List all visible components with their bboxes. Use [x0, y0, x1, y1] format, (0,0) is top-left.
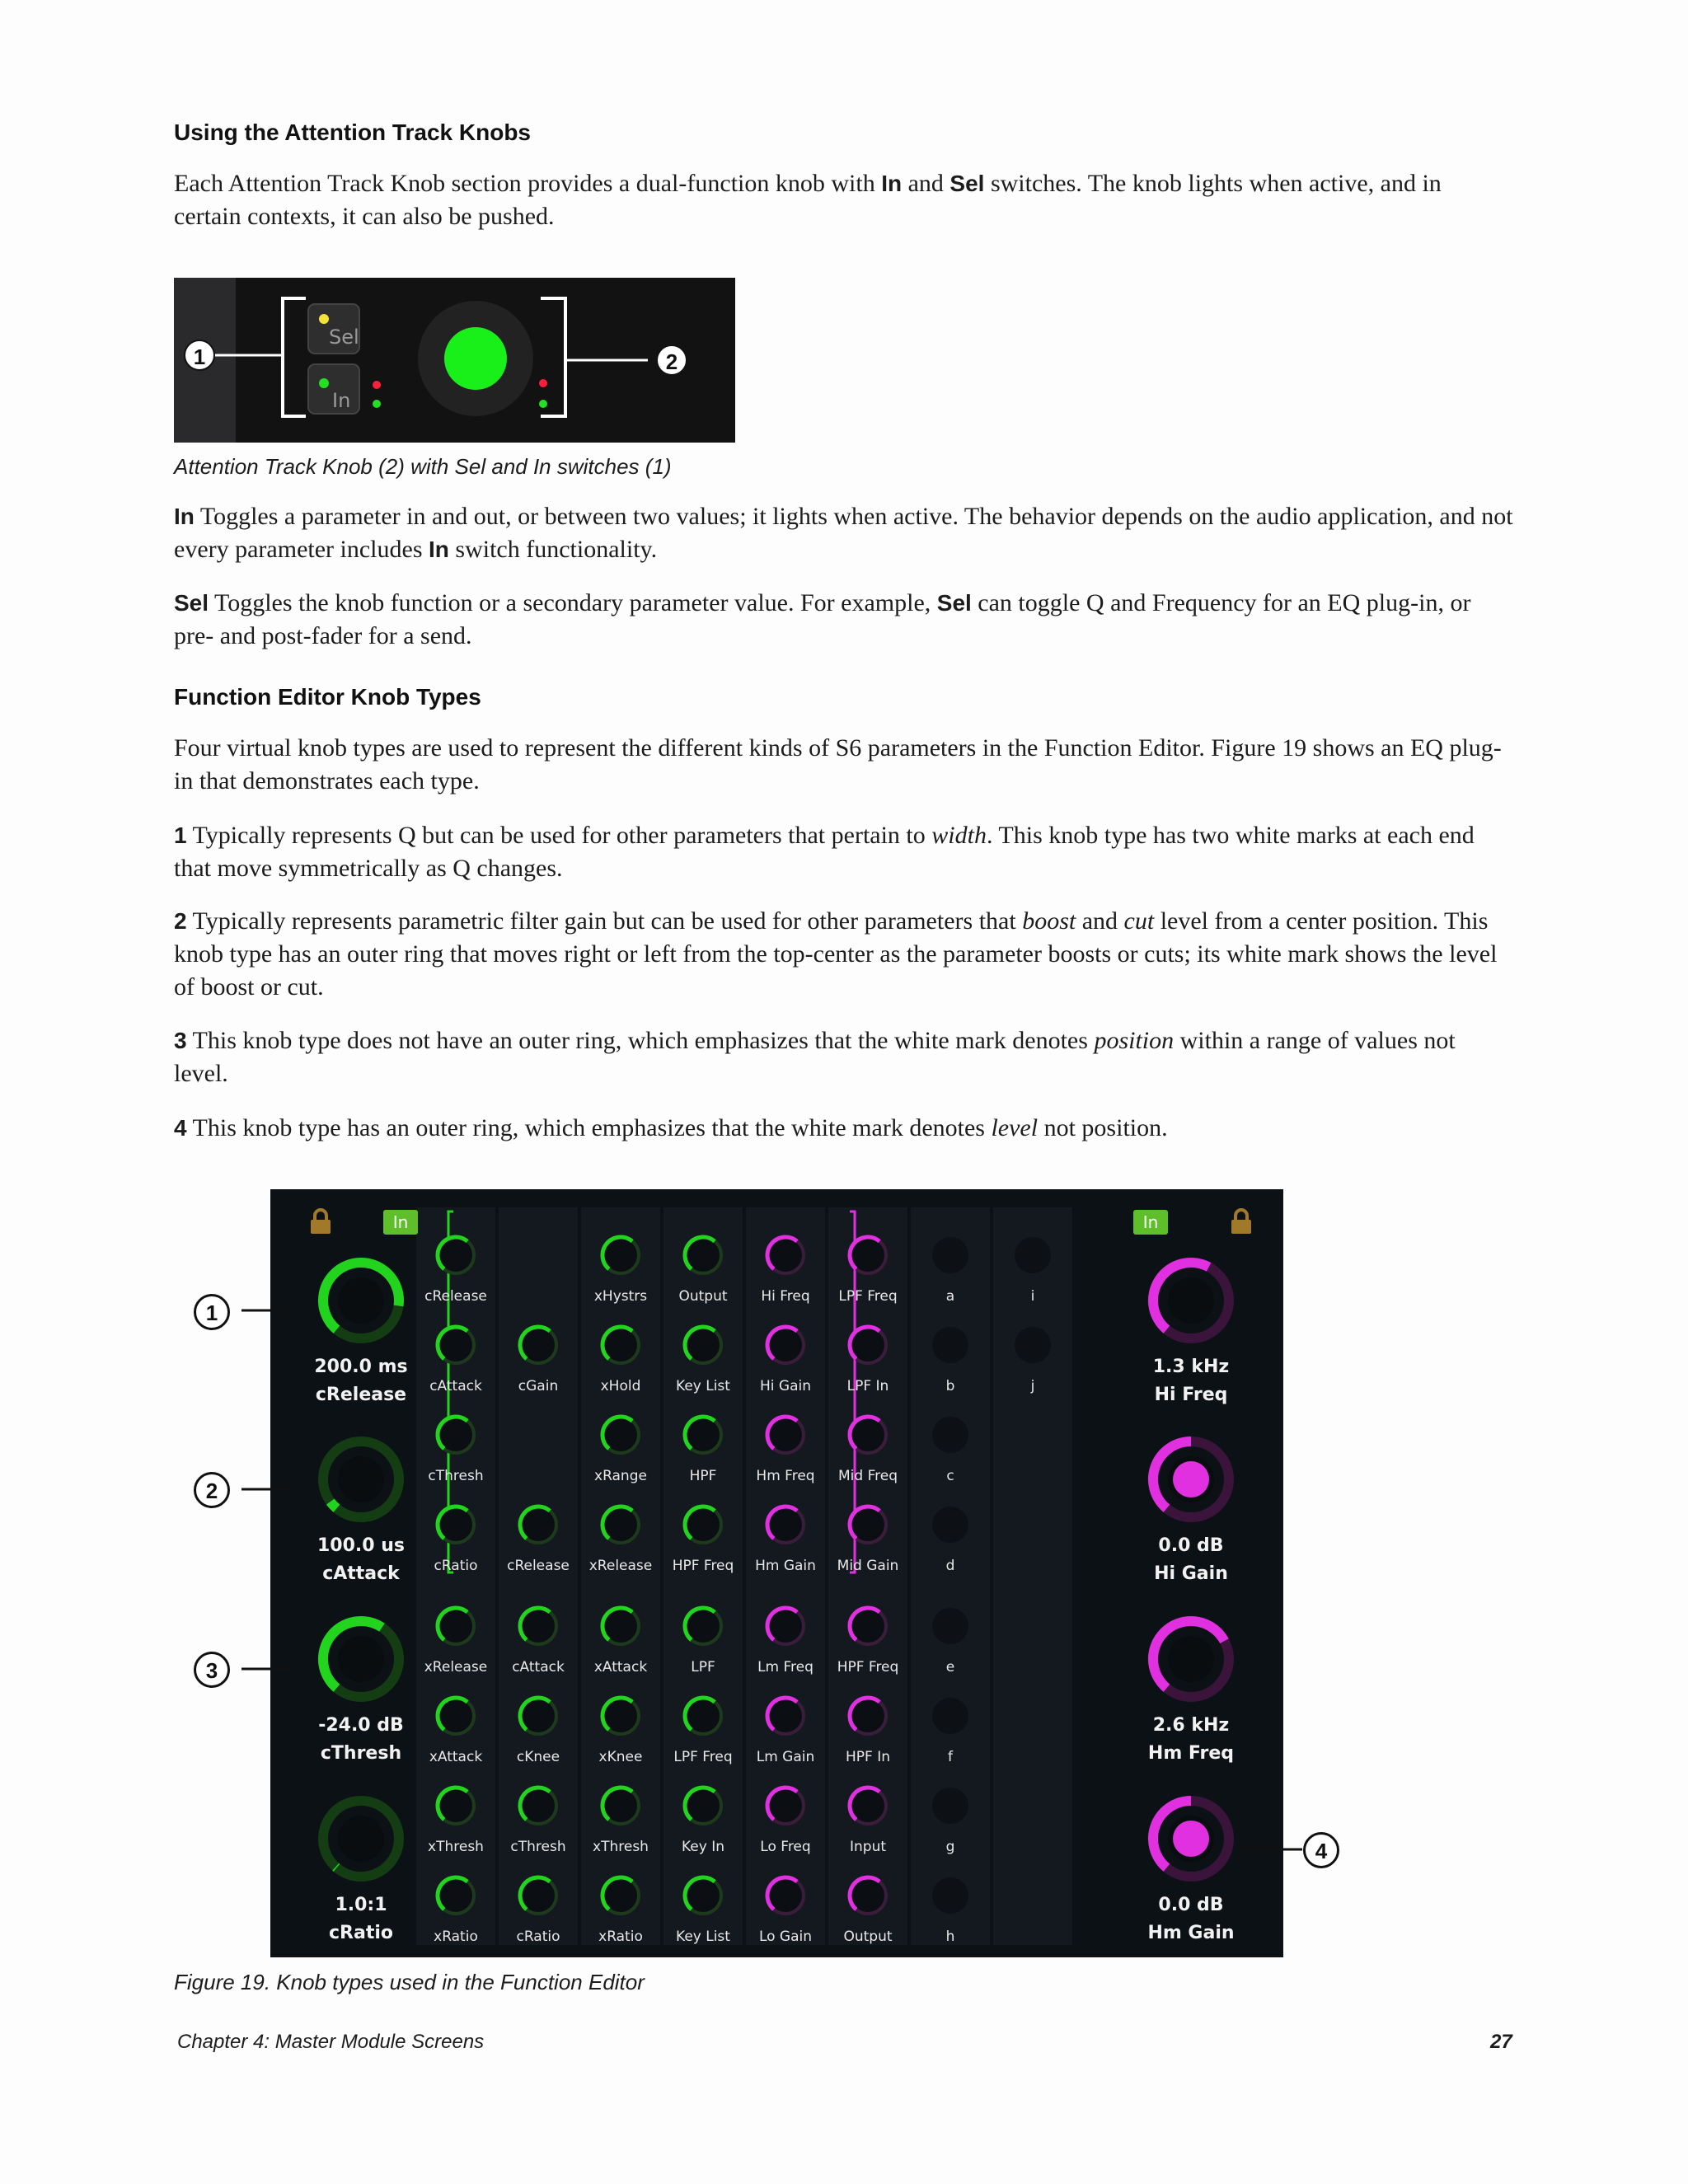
knob-label: Mid Freq	[838, 1468, 898, 1484]
grid-knob-knob	[932, 1877, 968, 1914]
big-knob-value: 1.3 kHz	[1152, 1357, 1230, 1377]
text-run: and	[902, 170, 950, 197]
grid-column-panel	[911, 1207, 990, 1945]
grid-knob-knob	[932, 1507, 968, 1543]
knob-label: xRelease	[424, 1659, 488, 1675]
in-badge-left[interactable]: In	[383, 1210, 418, 1235]
knob-label: xThresh	[593, 1839, 649, 1855]
grid-knob-knob	[932, 1327, 968, 1363]
knob-label: cKnee	[516, 1749, 560, 1765]
red-led	[373, 381, 381, 389]
knob-label: xRatio	[434, 1929, 478, 1945]
red-led	[539, 379, 547, 387]
callout-2: 2	[656, 344, 687, 376]
knob-label: xHystrs	[593, 1288, 648, 1305]
knob-label: cAttack	[512, 1659, 565, 1675]
knob-label: HPF Freq	[672, 1558, 734, 1574]
right-knob-center	[1173, 1821, 1209, 1857]
big-knob-value: -24.0 dB	[318, 1715, 404, 1736]
big-knob-name: cRelease	[315, 1385, 407, 1405]
item-number: 3	[174, 1028, 187, 1053]
text-run: Toggles the knob function or a secondary parameter value. For example,	[209, 589, 937, 616]
text-run: not position.	[1038, 1114, 1168, 1141]
text-run: level from a center position. This knob type has an outer ring that moves right or left from the top-center as the parameter boosts or cuts; its white mark shows the level of boost or cut.	[174, 907, 1498, 1001]
grid-knob-knob	[932, 1237, 968, 1273]
attention-intro-paragraph	[174, 167, 1513, 233]
text-run: within a range of values not level.	[174, 1027, 1456, 1087]
knob-label: Hm Freq	[756, 1468, 815, 1484]
big-knob-value: 200.0 ms	[314, 1357, 408, 1377]
knob-label: xAttack	[593, 1659, 648, 1675]
text-run: and	[1076, 907, 1124, 935]
sel-button-label: Sel	[329, 326, 359, 349]
knob-label: HPF	[689, 1468, 717, 1484]
footer-page-number: 27	[1490, 2031, 1512, 2053]
knob-label: d	[945, 1558, 955, 1574]
knob-type-2-paragraph	[174, 905, 1513, 1004]
green-led	[373, 400, 381, 408]
grid-knob-knob	[1015, 1237, 1051, 1273]
figure-caption-function-editor: Figure 19. Knob types used in the Function Editor	[174, 1970, 645, 1994]
big-knob-name: cRatio	[329, 1923, 393, 1943]
sel-definition-paragraph	[174, 587, 1513, 653]
knob-label: b	[945, 1378, 955, 1394]
text-run: switch functionality.	[448, 536, 658, 563]
section-heading-knob-types: Function Editor Knob Types	[174, 684, 481, 710]
function-editor-figure	[270, 1189, 1283, 1957]
callout-1: 1	[184, 340, 215, 371]
big-knob-name: Hm Freq	[1147, 1743, 1235, 1764]
green-led	[539, 400, 547, 408]
text-run: Toggles a parameter in and out, or between two values; it lights when active. The behavior depends on the audio application, and not every parameter includes	[174, 503, 1513, 563]
emphasis: boost	[1022, 907, 1076, 935]
attention-knob-graphic	[174, 278, 735, 443]
big-knob-value: 0.0 dB	[1158, 1895, 1224, 1915]
knob-label: cAttack	[429, 1378, 482, 1394]
grid-knob-knob	[1015, 1327, 1051, 1363]
text-run: This knob type does not have an outer ring, which emphasizes that the white mark denotes	[186, 1027, 1095, 1054]
text-run: Each Attention Track Knob section provides a dual-function knob with	[174, 170, 882, 197]
figure19-callout-3: 3	[194, 1652, 230, 1688]
big-knob-value: 1.0:1	[335, 1895, 387, 1915]
knob-label: e	[945, 1659, 955, 1675]
knob-label: LPF	[691, 1659, 715, 1675]
knob-label: Hm Gain	[755, 1558, 816, 1574]
emphasis: position	[1094, 1027, 1175, 1054]
lock-icon[interactable]	[308, 1207, 333, 1235]
in-term: In	[429, 537, 449, 562]
sel-term: Sel	[950, 171, 985, 196]
knob-label: xThresh	[428, 1839, 484, 1855]
text-run: This knob type has an outer ring, which emphasizes that the white mark denotes	[186, 1114, 992, 1141]
left-big-knob-body	[338, 1816, 384, 1862]
knob-label: cRatio	[516, 1929, 560, 1945]
grid-column-panel	[663, 1207, 743, 1945]
big-knob-value: 2.6 kHz	[1152, 1715, 1230, 1736]
knob-types-intro-paragraph: Four virtual knob types are used to represent the different kinds of S6 parameters in the Function Editor. Figure 19 shows an EQ plug-in that demonstrates each type.	[174, 734, 1502, 794]
left-big-knob-body	[338, 1636, 384, 1682]
knob-label: g	[945, 1839, 955, 1855]
figure19-callout-2: 2	[194, 1472, 230, 1508]
knob-label: Key In	[681, 1839, 724, 1855]
figure19-callout-4: 4	[1303, 1832, 1339, 1868]
knob-label: LPF In	[846, 1378, 889, 1394]
knob-type-3-paragraph	[174, 1024, 1513, 1090]
big-knob-name: cAttack	[322, 1563, 400, 1584]
in-term: In	[174, 504, 195, 529]
grid-knob-knob	[932, 1788, 968, 1824]
grid-column-panel	[746, 1207, 825, 1945]
knob-label: Mid Gain	[837, 1558, 899, 1574]
big-knob-value: 100.0 us	[316, 1535, 405, 1556]
knob-label: cRelease	[424, 1288, 487, 1305]
knob-label: j	[1030, 1378, 1035, 1394]
in-badge-right[interactable]: In	[1133, 1210, 1168, 1235]
knob-label: xAttack	[429, 1749, 483, 1765]
knob-label: Key List	[676, 1378, 730, 1394]
grid-column-panel	[499, 1207, 578, 1945]
text-run: Typically represents parametric filter gain but can be used for other parameters that	[186, 907, 1023, 935]
knob-label: Output	[843, 1929, 893, 1945]
knob-label: cGain	[518, 1378, 559, 1394]
knob-label: cRatio	[434, 1558, 478, 1574]
text-run: Typically represents Q but can be used for other parameters that pertain to	[186, 822, 932, 849]
knob-label: a	[945, 1288, 955, 1305]
knob-label: LPF Freq	[838, 1288, 898, 1305]
knob-label: cThresh	[510, 1839, 566, 1855]
in-indicator-led	[319, 378, 329, 388]
knob-label: LPF Freq	[673, 1749, 733, 1765]
knob-label: xRelease	[588, 1558, 653, 1574]
knob-label: Lo Gain	[758, 1929, 813, 1945]
grid-column-panel	[993, 1207, 1072, 1945]
knob-label: xRange	[594, 1468, 647, 1484]
grid-knob-knob	[932, 1608, 968, 1644]
knob-label: Output	[678, 1288, 728, 1305]
knob-label: HPF In	[845, 1749, 890, 1765]
big-knob-name: Hi Freq	[1154, 1385, 1228, 1405]
big-knob-name: cThresh	[320, 1743, 402, 1764]
in-term: In	[881, 171, 903, 196]
figure19-callout-1: 1	[194, 1294, 230, 1330]
left-bracket	[283, 298, 306, 416]
attention-knob-figure	[174, 278, 735, 443]
knob-label: Hi Gain	[760, 1378, 811, 1394]
sel-term: Sel	[174, 590, 209, 616]
knob-label: i	[1030, 1288, 1035, 1305]
sel-term: Sel	[936, 590, 972, 616]
left-big-knob-level	[331, 1502, 337, 1508]
knob-label: Input	[849, 1839, 887, 1855]
in-button-label: In	[332, 389, 351, 412]
lock-icon[interactable]	[1229, 1207, 1254, 1235]
left-big-knob-body	[338, 1456, 384, 1502]
sel-indicator-led	[319, 314, 329, 324]
left-big-knob-body	[338, 1277, 384, 1324]
knob-label: h	[945, 1929, 955, 1945]
right-big-knob-body	[1168, 1277, 1214, 1324]
emphasis: level	[991, 1114, 1039, 1141]
knob-label: Lm Freq	[757, 1659, 814, 1675]
right-bracket	[541, 298, 565, 416]
grid-column-panel	[581, 1207, 660, 1945]
knob-label: f	[948, 1749, 953, 1765]
item-number: 4	[174, 1115, 187, 1141]
grid-knob-knob	[932, 1698, 968, 1734]
knob-label: cThresh	[428, 1468, 484, 1484]
item-number: 2	[174, 908, 187, 934]
big-knob-name: Hi Gain	[1154, 1563, 1228, 1584]
knob-label: Lm Gain	[756, 1749, 815, 1765]
grid-column-panel	[828, 1207, 907, 1945]
knob-label: xRatio	[598, 1929, 643, 1945]
text-run: . This knob type has two white marks at each end that move symmetrically as Q changes.	[174, 822, 1475, 882]
in-definition-paragraph	[174, 500, 1513, 566]
knob-label: c	[946, 1468, 954, 1484]
knob-label: Lo Freq	[760, 1839, 811, 1855]
big-knob-name: Hm Gain	[1147, 1923, 1235, 1943]
big-knob-value: 0.0 dB	[1158, 1535, 1224, 1556]
left-big-knob-level	[335, 1867, 336, 1868]
knob-label: xKnee	[598, 1749, 643, 1765]
right-big-knob-body	[1168, 1636, 1214, 1682]
knob-label: cRelease	[507, 1558, 570, 1574]
knob-type-4-paragraph	[174, 1112, 1513, 1145]
attention-knob-light	[444, 327, 507, 390]
item-number: 1	[174, 823, 187, 848]
text-run: can toggle Q and Frequency for an EQ plug-in, or pre- and post-fader for a send.	[174, 589, 1471, 649]
knob-label: Key List	[676, 1929, 730, 1945]
footer-chapter: Chapter 4: Master Module Screens	[177, 2031, 485, 2053]
emphasis: cut	[1123, 907, 1155, 935]
figure-caption-attention: Attention Track Knob (2) with Sel and In switches (1)	[174, 454, 672, 479]
text-run: switches. The knob lights when active, and in certain contexts, it can also be pushed.	[174, 170, 1442, 230]
emphasis: width	[931, 822, 987, 849]
grid-knob-knob	[932, 1417, 968, 1453]
knob-type-1-paragraph	[174, 819, 1513, 885]
knob-label: HPF Freq	[837, 1659, 899, 1675]
knob-label: Hi Freq	[761, 1288, 810, 1305]
knob-label: xHold	[600, 1378, 641, 1394]
section-heading-attention-knobs: Using the Attention Track Knobs	[174, 120, 531, 145]
right-knob-center	[1173, 1461, 1209, 1497]
